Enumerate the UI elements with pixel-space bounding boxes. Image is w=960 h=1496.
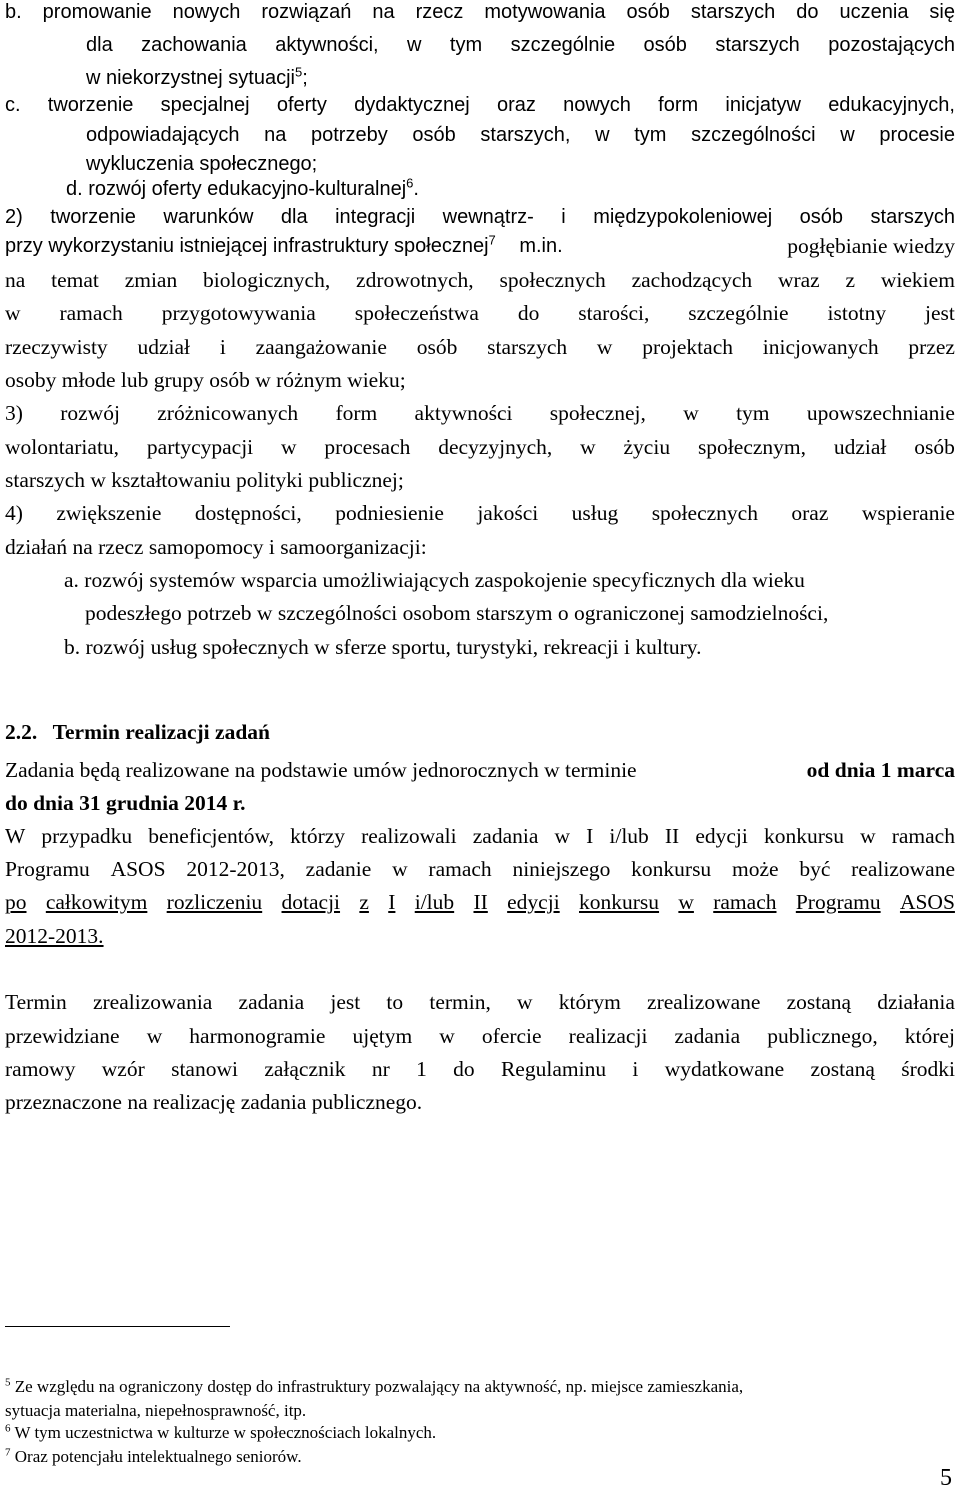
text: w niekorzystnej sytuacji [86, 67, 295, 89]
word: przypadku [41, 824, 133, 848]
word: rozwój [60, 401, 120, 425]
word: w [407, 34, 422, 56]
word: konkursu [579, 890, 660, 914]
text: działań na rzecz samopomocy i samoorganizacji: [5, 535, 427, 559]
word: przygotowywania [161, 301, 316, 325]
word: osób [643, 34, 687, 56]
word: której [904, 1024, 955, 1048]
word: w [439, 1024, 455, 1048]
word: w [580, 435, 596, 459]
word: c. [5, 94, 21, 116]
word: form [335, 401, 378, 425]
text: Oraz potencjału intelektualnego seniorów. [14, 1447, 302, 1466]
footnote-6 [5, 1424, 436, 1441]
word: jest [330, 990, 361, 1014]
word: w [840, 124, 855, 146]
word: II [473, 890, 488, 914]
word: w [595, 124, 610, 146]
word: zostaną [810, 1057, 875, 1081]
word: rzeczywisty [5, 335, 108, 359]
word: inicjatyw [725, 94, 801, 116]
word: być [799, 857, 831, 881]
word: starszych [870, 206, 955, 228]
word: na [5, 268, 26, 292]
text: Ze względu na ograniczony dostęp do infrastruktury pozwalający na aktywność, np. miejsce zamieszkania, [14, 1377, 744, 1396]
point-2-line1 [5, 207, 955, 227]
word: beneficjentów, [148, 824, 274, 848]
word: Regulaminu [500, 1057, 607, 1081]
beneficiary-line4 [5, 926, 104, 948]
section-heading [5, 722, 270, 744]
word: i/lub [414, 890, 455, 914]
word: osób [914, 435, 955, 459]
word: aktywności, [275, 34, 379, 56]
text: sytuacja materialna, niepełnosprawność, itp. [5, 1401, 307, 1420]
word: edycji [507, 890, 560, 914]
word: wiekiem [880, 268, 955, 292]
text: b. rozwój usług społecznych w sferze sportu, turystyki, rekreacji i kultury. [64, 635, 702, 659]
word: dla [86, 34, 113, 56]
word: odpowiadających [86, 124, 240, 146]
word: aktywności [414, 401, 513, 425]
word: realizowane [851, 857, 955, 881]
word: inicjowanych [762, 335, 879, 359]
word: Programu [5, 857, 90, 881]
word: ASOS [899, 890, 955, 914]
word: uczenia [839, 1, 909, 23]
word: społecznej, [549, 401, 646, 425]
footnote-number: 5 [5, 1376, 11, 1389]
word: jakości [477, 501, 539, 525]
word: do [517, 301, 540, 325]
word: zaangażowanie [255, 335, 387, 359]
page-number: 5 [940, 1465, 952, 1491]
beneficiary-line2 [5, 859, 955, 881]
word: wolontariatu, [5, 435, 120, 459]
item-c-line1 [5, 95, 955, 115]
word: w [146, 1024, 163, 1048]
date-from: od dnia 1 marca [806, 758, 955, 782]
footnote-5-line2 [5, 1402, 306, 1419]
word: I [388, 890, 396, 914]
text: Zadania będą realizowane na podstawie umów jednorocznych w terminie [5, 758, 637, 782]
word: potrzeby [311, 124, 388, 146]
word: edycji [695, 824, 748, 848]
footnote-number: 7 [5, 1446, 11, 1459]
word: ramach [713, 890, 777, 914]
word: dotacji [281, 890, 341, 914]
word: b. [5, 1, 22, 23]
word: w [860, 824, 876, 848]
item-b-line3 [86, 64, 308, 89]
word: tym [736, 401, 770, 425]
word: społecznych [499, 268, 606, 292]
text: d. rozwój oferty edukacyjno-kulturalnej [66, 178, 407, 200]
item-b-line2 [86, 35, 955, 55]
word: społecznych [651, 501, 758, 525]
word: zadania [674, 1024, 741, 1048]
word: zwiększenie [56, 501, 162, 525]
text: podeszłego potrzeb w szczególności osobom starszym o ograniczonej samodzielności, [85, 601, 829, 625]
word: rozliczeniu [166, 890, 263, 914]
beneficiary-line3 [5, 892, 955, 914]
word: w [517, 990, 533, 1014]
word: procesie [879, 124, 955, 146]
word: nowych [172, 1, 241, 23]
word: całkowitym [45, 890, 148, 914]
word: zrealizowane [647, 990, 761, 1014]
item-b-line1 [5, 2, 955, 22]
word: na [372, 1, 395, 23]
word: wydatkowane [664, 1057, 785, 1081]
word: na [264, 124, 287, 146]
item-a-line1 [64, 570, 955, 592]
word: w [596, 335, 613, 359]
word: konkursu [763, 824, 844, 848]
word: osób [799, 206, 844, 228]
word: w [281, 435, 297, 459]
footnote-ref-5: 5 [294, 64, 303, 80]
word: biologicznych, [203, 268, 331, 292]
word: oferty [276, 94, 327, 116]
word: dla [280, 206, 308, 228]
word: szczególności [691, 124, 816, 146]
word: wzór [101, 1057, 145, 1081]
word: międzypokoleniowej [593, 206, 773, 228]
item-c-line2 [86, 125, 955, 145]
footnote-ref-7: 7 [488, 232, 496, 248]
point-2-line2 [5, 232, 955, 258]
word: do [796, 1, 819, 23]
word: Programu [795, 890, 881, 914]
text: osoby młode lub grupy osób w różnym wieku; [5, 368, 406, 392]
word: społeczeństwa [354, 301, 479, 325]
word: osób [416, 335, 458, 359]
word: W [5, 824, 26, 848]
word: ujętym [352, 1024, 413, 1048]
word: usług [571, 501, 619, 525]
point-3-line1 [5, 403, 955, 425]
word: i [561, 206, 566, 228]
word: po [5, 890, 27, 914]
word: załącznik [264, 1057, 346, 1081]
word: jest [925, 301, 955, 325]
word: konkursu [631, 857, 712, 881]
word: Termin [5, 990, 67, 1014]
word: zachodzących [631, 268, 753, 292]
word: wewnątrz- [442, 206, 534, 228]
word: zróżnicowanych [157, 401, 299, 425]
word: tworzenie [50, 206, 136, 228]
term-line4 [5, 1092, 422, 1114]
word: szczególnie [510, 34, 616, 56]
word: zrealizowania [92, 990, 213, 1014]
text: starszych w kształtowaniu polityki publicznej; [5, 468, 404, 492]
item-b-services [64, 637, 701, 659]
word: udział [137, 335, 191, 359]
footnote-5-line1 [5, 1378, 743, 1395]
word: życiu [623, 435, 671, 459]
word: edukacyjnych, [828, 94, 955, 116]
word: udział [833, 435, 887, 459]
word: warunków [163, 206, 254, 228]
word: i [632, 1057, 639, 1081]
word: partycypacji [146, 435, 254, 459]
word: w [554, 824, 571, 848]
word: szczególnie [688, 301, 789, 325]
word: wraz [777, 268, 820, 292]
item-a-line2 [85, 603, 828, 625]
word: realizacji [568, 1024, 648, 1048]
word: rzecz [415, 1, 464, 23]
word: istotny [827, 301, 887, 325]
word: się [929, 1, 955, 23]
word: zachowania [141, 34, 247, 56]
word: starości, [578, 301, 650, 325]
word: ofercie [481, 1024, 542, 1048]
body-line3 [5, 337, 955, 359]
text: 2012-2013. [5, 924, 104, 948]
word: w [683, 401, 699, 425]
word: to [386, 990, 404, 1014]
beneficiary-line1 [5, 826, 955, 848]
word: tym [449, 34, 483, 56]
text: m.in. [519, 235, 563, 257]
section-number: 2.2. [5, 720, 38, 744]
word: tym [634, 124, 667, 146]
word: ramach [428, 857, 492, 881]
section-title: Termin realizacji zadań [52, 720, 270, 744]
word: zostaną [786, 990, 852, 1014]
word: do [453, 1057, 475, 1081]
word: starszych [715, 34, 800, 56]
word: może [731, 857, 779, 881]
word: tworzenie [47, 94, 134, 116]
text: . [413, 178, 419, 200]
text: pogłębianie wiedzy [787, 234, 955, 258]
word: starszych, [480, 124, 571, 146]
word: upowszechnianie [806, 401, 955, 425]
word: harmonogramie [189, 1024, 326, 1048]
word: i [219, 335, 226, 359]
text: a. rozwój systemów wsparcia umożliwiających zaspokojenie specyficznych dla wieku [64, 568, 805, 592]
text: wykluczenia społecznego; [86, 153, 318, 175]
word: nr [371, 1057, 390, 1081]
word: osób [412, 124, 456, 146]
word: zmian [124, 268, 178, 292]
word: zadania [238, 990, 305, 1014]
word: 4) [5, 501, 23, 525]
word: publicznego, [767, 1024, 878, 1048]
item-d-line1 [66, 175, 419, 200]
word: dydaktycznej [354, 94, 470, 116]
body-line2 [5, 303, 955, 325]
word: oraz [791, 501, 829, 525]
word: osób [626, 1, 670, 23]
word: którym [558, 990, 621, 1014]
term-line3 [5, 1059, 955, 1081]
word: i/lub [609, 824, 649, 848]
word: ramach [891, 824, 955, 848]
word: specjalnej [160, 94, 250, 116]
text: przeznaczone na realizację zadania publicznego. [5, 1090, 423, 1114]
word: starszych [690, 1, 776, 23]
word: przewidziane [5, 1024, 120, 1048]
word: ramach [59, 301, 123, 325]
word: decyzyjnych, [438, 435, 553, 459]
word: ramowy [5, 1057, 76, 1081]
word: stanowi [171, 1057, 238, 1081]
text: do dnia 31 grudnia 2014 r. [5, 791, 246, 815]
word: integracji [335, 206, 416, 228]
word: zdrowotnych, [356, 268, 474, 292]
word: motywowania [484, 1, 606, 23]
word: z [845, 268, 856, 292]
word: II [664, 824, 680, 848]
point-4-line1 [5, 503, 955, 525]
word: niniejszego [512, 857, 611, 881]
word: wspieranie [861, 501, 955, 525]
word: ASOS [110, 857, 166, 881]
word: podniesienie [335, 501, 444, 525]
word: 2) [5, 206, 23, 228]
footnote-7 [5, 1448, 302, 1465]
body-line1 [5, 270, 955, 292]
footnote-ref-6: 6 [406, 175, 414, 191]
date-to [5, 793, 246, 815]
word: oraz [496, 94, 536, 116]
word: nowych [563, 94, 631, 116]
word: dostępności, [194, 501, 302, 525]
point-4-line2 [5, 537, 427, 559]
word: 3) [5, 401, 23, 425]
footnote-number: 6 [5, 1422, 11, 1435]
word: zadanie [305, 857, 372, 881]
word: form [658, 94, 699, 116]
word: promowanie [42, 1, 152, 23]
word: z [359, 890, 369, 914]
word: procesach [324, 435, 411, 459]
word: którzy [290, 824, 346, 848]
text: ; [302, 67, 308, 89]
word: zadania [472, 824, 539, 848]
word: rozwiązań [261, 1, 352, 23]
point-3-line3 [5, 470, 404, 492]
word: społecznym, [697, 435, 807, 459]
word: I [586, 824, 594, 848]
word: w [5, 301, 21, 325]
word: pozostających [828, 34, 955, 56]
word: temat [51, 268, 99, 292]
section-line1 [5, 760, 955, 782]
word: 2012-2013, [186, 857, 285, 881]
word: 1 [416, 1057, 427, 1081]
text: przy wykorzystaniu istniejącej infrastruktury społecznej [5, 235, 489, 257]
point-3-line2 [5, 437, 955, 459]
word: środki [901, 1057, 955, 1081]
word: projektach [642, 335, 733, 359]
word: w [678, 890, 694, 914]
word: przez [908, 335, 955, 359]
term-line1 [5, 992, 955, 1014]
word: termin, [429, 990, 491, 1014]
word: działania [877, 990, 955, 1014]
word: starszych [487, 335, 568, 359]
word: w [392, 857, 408, 881]
body-line4 [5, 370, 406, 392]
text: W tym uczestnictwa w kulturze w społecznościach lokalnych. [14, 1423, 437, 1442]
item-c-line3 [86, 154, 317, 174]
word: realizowali [361, 824, 457, 848]
term-line2 [5, 1026, 955, 1048]
footnote-separator [5, 1326, 230, 1327]
